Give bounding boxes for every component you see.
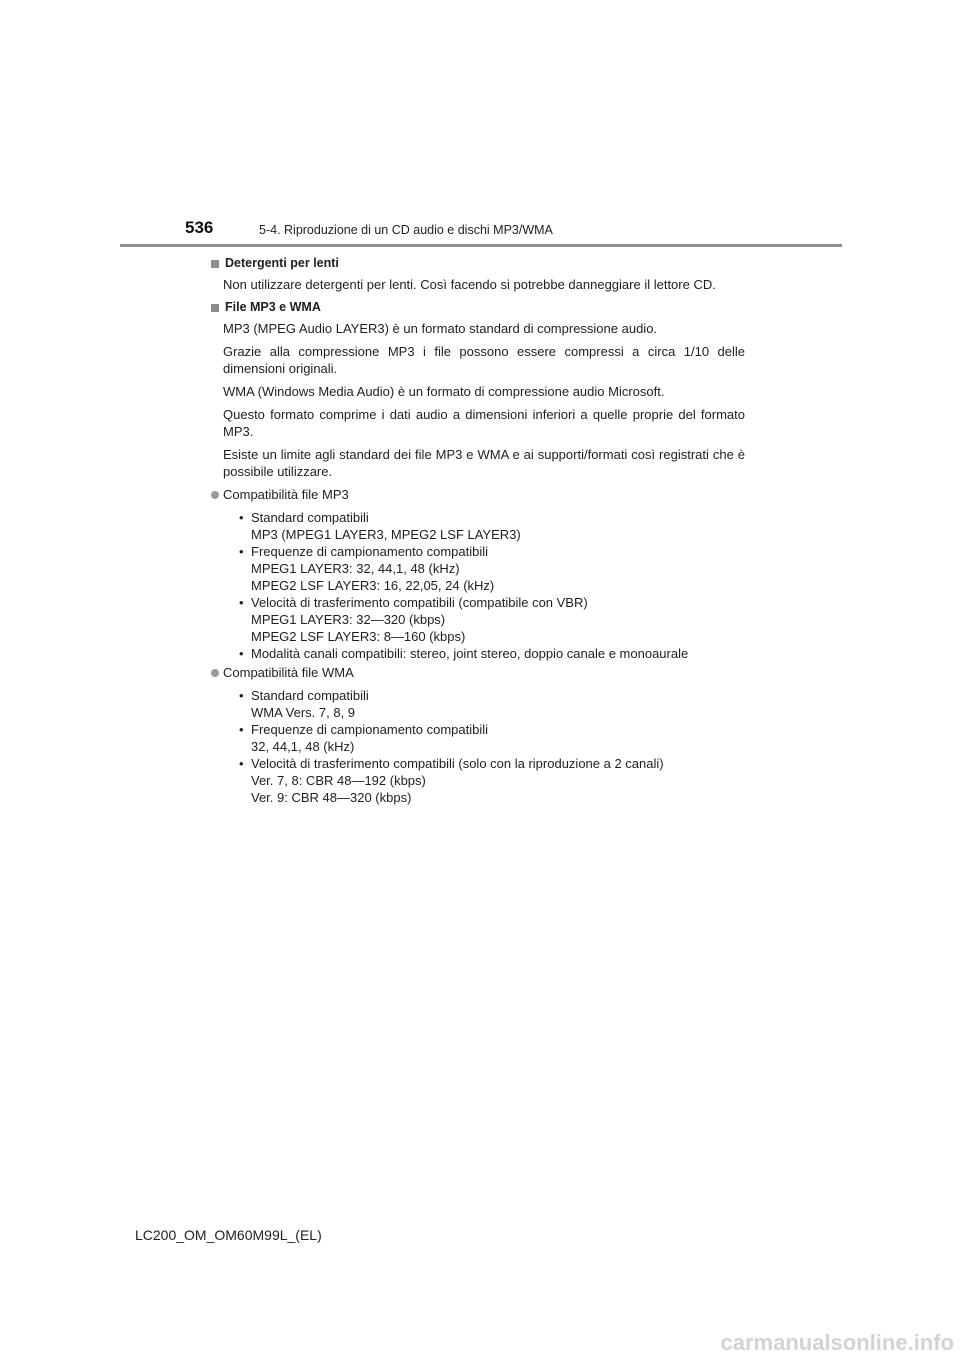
- list-item-title: Velocità di trasferimento compatibili (solo con la riproduzione a 2 canali): [251, 756, 664, 771]
- list-item-title: Modalità canali compatibili: stereo, joint stereo, doppio canale e monoaurale: [251, 646, 689, 661]
- bullet-dot-icon: •: [239, 756, 244, 771]
- list-item-detail: Ver. 7, 8: CBR 48—192 (kbps): [251, 773, 426, 788]
- paragraph: Grazie alla compressione MP3 i file possono essere compressi a circa 1/10 delle dimensioni originali.: [223, 344, 745, 376]
- list-item-detail: MPEG2 LSF LAYER3: 8—160 (kbps): [251, 629, 466, 644]
- paragraph: Non utilizzare detergenti per lenti. Così facendo si potrebbe danneggiare il lettore CD.: [223, 277, 716, 292]
- list-item: [239, 509, 745, 543]
- bullet-dot-icon: •: [239, 510, 244, 525]
- square-bullet-icon: [211, 304, 219, 312]
- circle-bullet-icon: [211, 491, 219, 499]
- mp3-compatibility-list: [239, 509, 745, 662]
- list-item-detail: MP3 (MPEG1 LAYER3, MPEG2 LSF LAYER3): [251, 527, 521, 542]
- list-item-detail: MPEG1 LAYER3: 32, 44,1, 48 (kHz): [251, 561, 460, 576]
- subheading-text: Compatibilità file MP3: [223, 487, 349, 502]
- heading-text: File MP3 e WMA: [225, 300, 321, 314]
- bullet-dot-icon: •: [239, 722, 244, 737]
- bullet-dot-icon: •: [239, 595, 244, 610]
- subheading-mp3-compatibility: [211, 486, 745, 503]
- subheading-text: Compatibilità file WMA: [223, 665, 354, 680]
- paragraph: MP3 (MPEG Audio LAYER3) è un formato standard di compressione audio.: [223, 321, 658, 336]
- wma-compatibility-list: [239, 687, 745, 806]
- paragraph: WMA (Windows Media Audio) è un formato di compressione audio Microsoft.: [223, 384, 665, 399]
- subheading-wma-compatibility: [211, 664, 745, 681]
- page-content: [211, 255, 745, 808]
- list-item: [239, 755, 745, 806]
- bullet-dot-icon: •: [239, 688, 244, 703]
- list-item-detail: 32, 44,1, 48 (kHz): [251, 739, 355, 754]
- circle-bullet-icon: [211, 669, 219, 677]
- page-number: 536: [185, 218, 214, 237]
- watermark: carmanualsonline.info: [720, 1330, 954, 1355]
- list-item: [239, 543, 745, 594]
- heading-lens-cleaners: [211, 255, 745, 272]
- list-item-title: Velocità di trasferimento compatibili (compatibile con VBR): [251, 595, 588, 610]
- list-item-detail: Ver. 9: CBR 48—320 (kbps): [251, 790, 412, 805]
- section-title: 5-4. Riproduzione di un CD audio e dischi MP3/WMA: [259, 223, 553, 237]
- list-item-title: Frequenze di campionamento compatibili: [251, 722, 489, 737]
- list-item-detail: WMA Vers. 7, 8, 9: [251, 705, 356, 720]
- list-item: [239, 645, 745, 662]
- list-item-title: Frequenze di campionamento compatibili: [251, 544, 489, 559]
- list-item: [239, 721, 745, 755]
- page-header: [120, 218, 842, 246]
- heading-text: Detergenti per lenti: [225, 256, 339, 270]
- list-item-detail: MPEG1 LAYER3: 32—320 (kbps): [251, 612, 446, 627]
- square-bullet-icon: [211, 260, 219, 268]
- heading-mp3-wma-files: [211, 299, 745, 316]
- bullet-dot-icon: •: [239, 544, 244, 559]
- list-item: [239, 594, 745, 645]
- bullet-dot-icon: •: [239, 646, 244, 661]
- list-item-title: Standard compatibili: [251, 510, 369, 525]
- list-item-detail: MPEG2 LSF LAYER3: 16, 22,05, 24 (kHz): [251, 578, 495, 593]
- paragraph: Questo formato comprime i dati audio a dimensioni inferiori a quelle proprie del formato MP3.: [223, 407, 745, 439]
- paragraph: Esiste un limite agli standard dei file MP3 e WMA e ai supporti/formati così registrati che è possibile utilizzare.: [223, 447, 745, 479]
- list-item-title: Standard compatibili: [251, 688, 369, 703]
- list-item: [239, 687, 745, 721]
- footer-document-code: LC200_OM_OM60M99L_(EL): [135, 1227, 322, 1243]
- header-divider: [120, 244, 842, 247]
